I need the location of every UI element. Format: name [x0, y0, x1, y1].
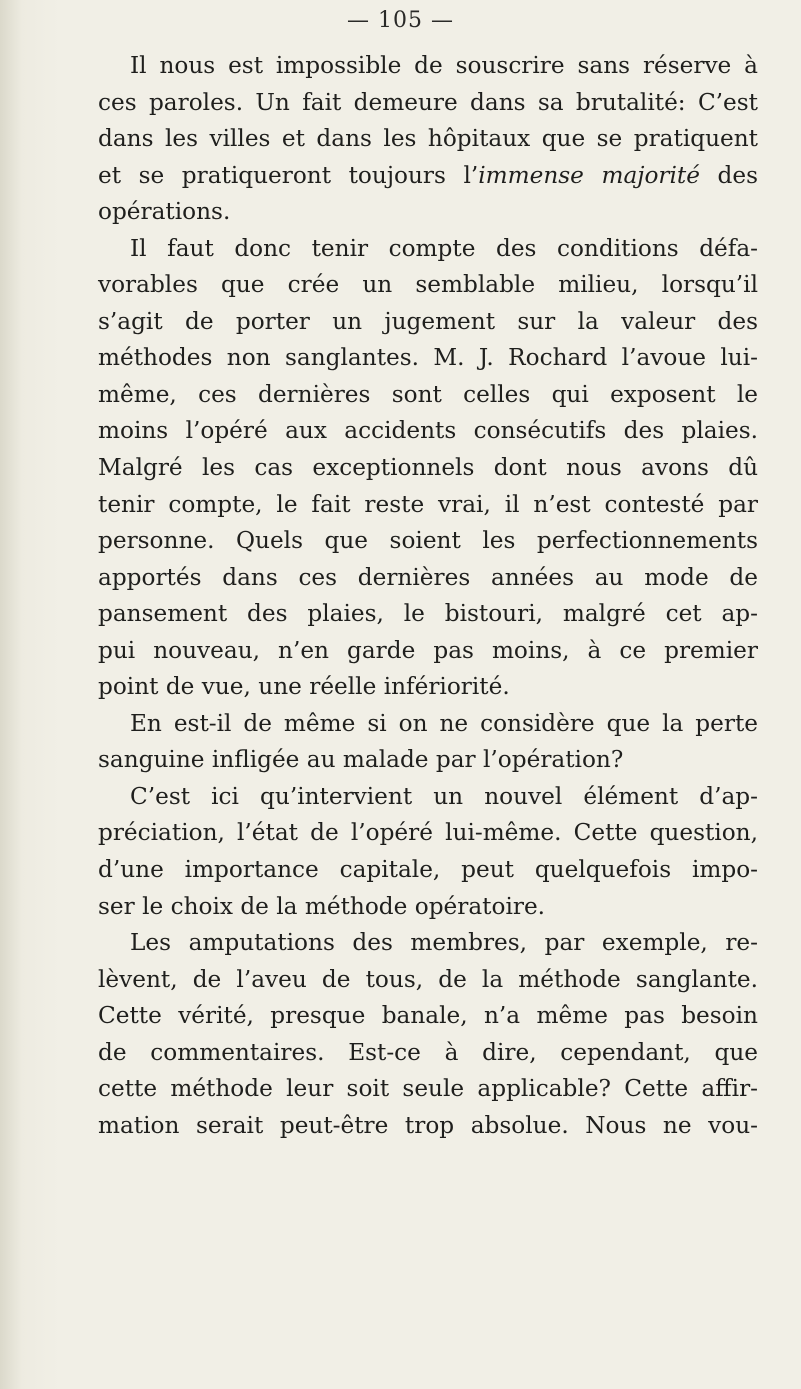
text-line: Cette vérité, presque banale, n’a même pas besoin	[98, 1002, 758, 1030]
text-line: C’est ici qu’intervient un nouvel élément d’ap-	[130, 782, 758, 810]
text-line: méthodes non sanglantes. M. J. Rochard l’avoue lui-	[98, 344, 758, 372]
text-line: de commentaires. Est-ce à dire, cependant, que	[98, 1038, 758, 1066]
text-line: s’agit de porter un jugement sur la valeur des	[98, 307, 758, 335]
text-line	[98, 158, 758, 195]
text-line: personne. Quels que soient les perfectionnements	[98, 527, 758, 555]
text-line: dans les villes et dans les hôpitaux que se pratiquent	[98, 125, 758, 153]
text-line: pui nouveau, n’en garde pas moins, à ce premier	[98, 636, 758, 664]
text-line: même, ces dernières sont celles qui exposent le	[98, 380, 758, 408]
text-line: Il faut donc tenir compte des conditions défa-	[130, 234, 758, 262]
text-line: Malgré les cas exceptionnels dont nous avons dû	[98, 454, 758, 482]
text-line: opérations.	[98, 198, 231, 226]
text-line: moins l’opéré aux accidents consécutifs des plaies.	[98, 417, 758, 445]
text-line: ces paroles. Un fait demeure dans sa brutalité: C’est	[98, 88, 758, 116]
text-line: En est-il de même si on ne considère que la perte	[130, 709, 758, 737]
text-segment: et se pratiqueront toujours l’	[98, 161, 479, 189]
text-line: sanguine infligée au malade par l’opération?	[98, 746, 624, 774]
text-line: préciation, l’état de l’opéré lui-même. Cette question,	[98, 819, 758, 847]
page-number: — 105 —	[347, 8, 454, 33]
body-text	[98, 48, 758, 1144]
text-line: pansement des plaies, le bistouri, malgré cet ap-	[98, 600, 758, 628]
text-line: d’une importance capitale, peut quelquefois impo-	[98, 856, 758, 884]
text-line: vorables que crée un semblable milieu, lorsqu’il	[98, 271, 758, 299]
text-line: lèvent, de l’aveu de tous, de la méthode sanglante.	[98, 965, 758, 993]
text-line: ser le choix de la méthode opératoire.	[98, 892, 546, 920]
text-line: Les amputations des membres, par exemple, re-	[130, 929, 758, 957]
text-line: cette méthode leur soit seule applicable? Cette affir-	[98, 1075, 758, 1103]
text-segment: des	[699, 161, 758, 189]
text-line: tenir compte, le fait reste vrai, il n’est contesté par	[98, 490, 758, 518]
italic-emphasis: immense majorité	[478, 161, 700, 189]
text-line: point de vue, une réelle infériorité.	[98, 673, 510, 701]
text-line: apportés dans ces dernières années au mode de	[98, 563, 758, 591]
text-line: mation serait peut-être trop absolue. Nous ne vou-	[98, 1111, 758, 1139]
text-line: Il nous est impossible de souscrire sans réserve à	[130, 52, 758, 79]
